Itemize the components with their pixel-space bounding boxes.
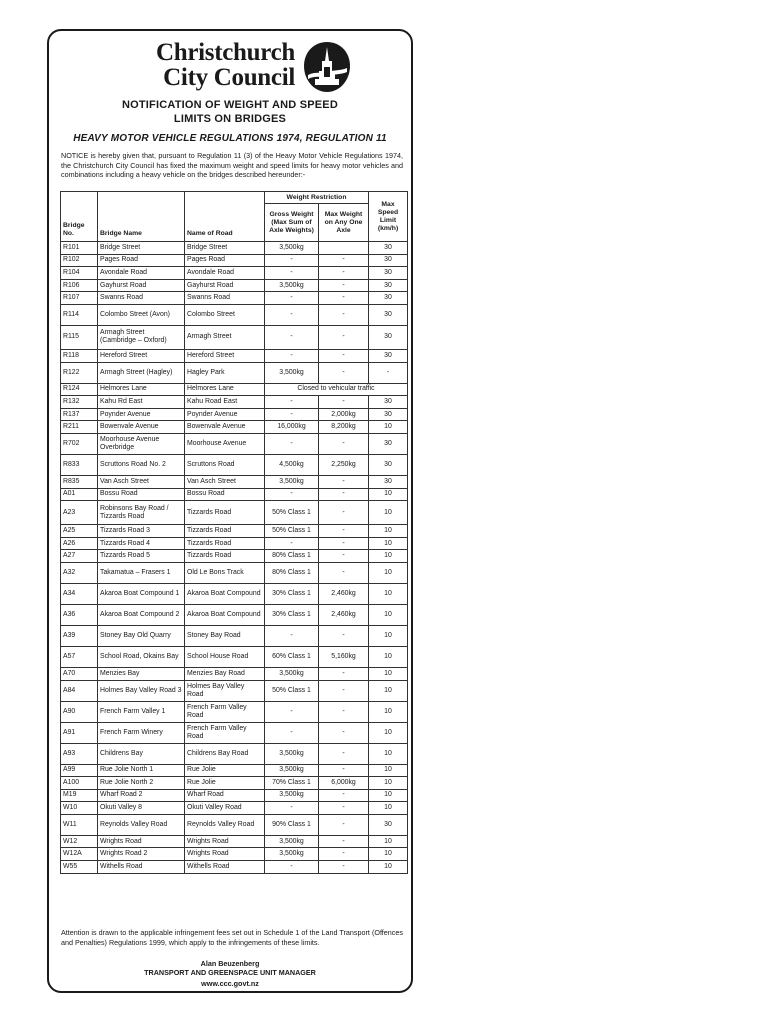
cell-speed-limit: 10 (369, 777, 408, 790)
header-axle-weight: Max Weight on Any One Axle (319, 204, 369, 242)
header-bridge-name: Bridge Name (98, 192, 185, 242)
cell-axle-weight: - (319, 722, 369, 743)
cell-bridge-name: Colombo Street (Avon) (98, 304, 185, 325)
cell-axle-weight: 2,000kg (319, 408, 369, 421)
cell-bridge-no: A70 (61, 667, 98, 680)
website-link[interactable]: www.ccc.govt.nz (201, 979, 259, 988)
table-row (61, 537, 408, 550)
cell-bridge-name: Akaroa Boat Compound 2 (98, 604, 185, 625)
table-row (61, 583, 408, 604)
cell-speed-limit: - (369, 362, 408, 383)
cell-road-name: Avondale Road (185, 267, 265, 280)
cell-road-name: Van Asch Street (185, 475, 265, 488)
cell-speed-limit: 30 (369, 433, 408, 454)
cell-road-name: Wrights Road (185, 848, 265, 861)
table-row (61, 421, 408, 434)
cell-axle-weight: 5,160kg (319, 646, 369, 667)
cell-gross-weight: 3,500kg (265, 743, 319, 764)
cell-speed-limit: 30 (369, 279, 408, 292)
header-bridge-no: Bridge No. (61, 192, 98, 242)
cell-gross-weight: 70% Class 1 (265, 777, 319, 790)
cell-bridge-no: R132 (61, 396, 98, 409)
cell-road-name: Akaroa Boat Compound (185, 583, 265, 604)
cell-road-name: Childrens Bay Road (185, 743, 265, 764)
cell-axle-weight: - (319, 848, 369, 861)
cell-bridge-no: R124 (61, 383, 98, 396)
cell-bridge-no: A93 (61, 743, 98, 764)
cell-bridge-name: Gayhurst Road (98, 279, 185, 292)
cell-speed-limit: 10 (369, 789, 408, 802)
table-row (61, 835, 408, 848)
table-row (61, 701, 408, 722)
cell-bridge-no: R702 (61, 433, 98, 454)
cell-bridge-no: A26 (61, 537, 98, 550)
cell-gross-weight: - (265, 325, 319, 349)
cell-speed-limit: 10 (369, 667, 408, 680)
cell-road-name: Armagh Street (185, 325, 265, 349)
table-row (61, 848, 408, 861)
cell-axle-weight: - (319, 362, 369, 383)
cell-speed-limit: 10 (369, 525, 408, 538)
cell-speed-limit: 10 (369, 701, 408, 722)
cell-bridge-name: Bridge Street (98, 242, 185, 255)
cell-speed-limit: 30 (369, 304, 408, 325)
cell-road-name: French Farm Valley Road (185, 722, 265, 743)
cell-gross-weight: 3,500kg (265, 848, 319, 861)
table-row (61, 667, 408, 680)
cell-axle-weight: - (319, 304, 369, 325)
table-row (61, 501, 408, 525)
cell-axle-weight: - (319, 701, 369, 722)
cell-gross-weight: 80% Class 1 (265, 562, 319, 583)
intro-paragraph: NOTICE is hereby given that, pursuant to Regulation 11 (3) of the Heavy Motor Vehicle Regulations 1974, the Christchurch City Council has fixed the maximum weight and speed limits for heavy motor vehicles and combinations including a heavy vehicle on the bridges described hereunder:- (61, 151, 403, 180)
cell-road-name: Hagley Park (185, 362, 265, 383)
cell-bridge-no: A32 (61, 562, 98, 583)
cell-road-name: Tizzards Road (185, 550, 265, 563)
cell-gross-weight: 3,500kg (265, 279, 319, 292)
table-row (61, 383, 408, 396)
cell-speed-limit: 10 (369, 604, 408, 625)
cell-bridge-no: R107 (61, 292, 98, 305)
cell-bridge-no: A91 (61, 722, 98, 743)
table-row (61, 764, 408, 777)
cell-bridge-no: R833 (61, 454, 98, 475)
signatory-role: TRANSPORT AND GREENSPACE UNIT MANAGER (144, 968, 316, 977)
cell-bridge-name: Armagh Street (Cambridge – Oxford) (98, 325, 185, 349)
cell-gross-weight: - (265, 396, 319, 409)
cell-bridge-name: Tizzards Road 4 (98, 537, 185, 550)
cell-gross-weight: - (265, 267, 319, 280)
cell-gross-weight: 3,500kg (265, 475, 319, 488)
cell-bridge-no: W12A (61, 848, 98, 861)
cell-road-name: Hereford Street (185, 349, 265, 362)
notice-panel (47, 29, 413, 993)
table-row (61, 562, 408, 583)
cell-speed-limit: 30 (369, 325, 408, 349)
cathedral-emblem-icon (302, 41, 352, 93)
cell-axle-weight: - (319, 525, 369, 538)
cell-bridge-no: W55 (61, 861, 98, 874)
cell-bridge-name: Okuti Valley 8 (98, 802, 185, 815)
cell-road-name: Stoney Bay Road (185, 625, 265, 646)
cell-road-name: Helmores Lane (185, 383, 265, 396)
cell-bridge-name: Akaroa Boat Compound 1 (98, 583, 185, 604)
cell-speed-limit: 30 (369, 814, 408, 835)
cell-axle-weight: - (319, 501, 369, 525)
cell-speed-limit: 10 (369, 537, 408, 550)
cell-bridge-no: A90 (61, 701, 98, 722)
cell-gross-weight: - (265, 349, 319, 362)
cell-axle-weight: - (319, 550, 369, 563)
cell-speed-limit: 10 (369, 835, 408, 848)
table-row (61, 454, 408, 475)
cell-bridge-name: French Farm Winery (98, 722, 185, 743)
cell-speed-limit: 30 (369, 242, 408, 255)
cell-road-name: Old Le Bons Track (185, 562, 265, 583)
cell-bridge-name: Rue Jolie North 2 (98, 777, 185, 790)
cell-speed-limit: 30 (369, 349, 408, 362)
cell-bridge-name: Takamatua – Frasers 1 (98, 562, 185, 583)
cell-gross-weight: - (265, 304, 319, 325)
cell-axle-weight: - (319, 267, 369, 280)
cell-road-name: Wrights Road (185, 835, 265, 848)
cell-bridge-no: W12 (61, 835, 98, 848)
cell-gross-weight: - (265, 802, 319, 815)
cell-speed-limit: 10 (369, 861, 408, 874)
cell-axle-weight: - (319, 325, 369, 349)
cell-bridge-no: R104 (61, 267, 98, 280)
cell-road-name: Withells Road (185, 861, 265, 874)
cell-speed-limit: 30 (369, 454, 408, 475)
cell-axle-weight: - (319, 292, 369, 305)
cell-bridge-name: Childrens Bay (98, 743, 185, 764)
cell-road-name: Scruttons Road (185, 454, 265, 475)
cell-axle-weight: - (319, 743, 369, 764)
cell-bridge-no: M19 (61, 789, 98, 802)
table-row (61, 604, 408, 625)
cell-bridge-no: A100 (61, 777, 98, 790)
table-row (61, 789, 408, 802)
cell-speed-limit: 10 (369, 625, 408, 646)
cell-axle-weight (319, 242, 369, 255)
cell-bridge-name: Reynolds Valley Road (98, 814, 185, 835)
notice-subtitle: HEAVY MOTOR VEHICLE REGULATIONS 1974, REGULATION 11 (73, 133, 387, 144)
cell-road-name: Poynder Avenue (185, 408, 265, 421)
cell-axle-weight: 2,460kg (319, 604, 369, 625)
table-row (61, 349, 408, 362)
cell-bridge-name: Kahu Rd East (98, 396, 185, 409)
cell-road-name: French Farm Valley Road (185, 701, 265, 722)
cell-gross-weight: 3,500kg (265, 835, 319, 848)
cell-gross-weight: 16,000kg (265, 421, 319, 434)
cell-axle-weight: - (319, 349, 369, 362)
cell-road-name: Tizzards Road (185, 525, 265, 538)
cell-bridge-no: A84 (61, 680, 98, 701)
cell-bridge-name: Holmes Bay Valley Road 3 (98, 680, 185, 701)
notice-title-text: NOTIFICATION OF WEIGHT AND SPEED LIMITS ON BRIDGES (121, 99, 338, 125)
cell-axle-weight: - (319, 667, 369, 680)
cell-bridge-name: Armagh Street (Hagley) (98, 362, 185, 383)
table-row (61, 279, 408, 292)
cell-speed-limit: 30 (369, 408, 408, 421)
cell-speed-limit: 30 (369, 396, 408, 409)
cell-road-name: Akaroa Boat Compound (185, 604, 265, 625)
cell-gross-weight: 90% Class 1 (265, 814, 319, 835)
cell-gross-weight: - (265, 625, 319, 646)
table-row (61, 304, 408, 325)
cell-gross-weight: 30% Class 1 (265, 604, 319, 625)
cell-bridge-no: R106 (61, 279, 98, 292)
cell-axle-weight: - (319, 814, 369, 835)
cell-bridge-name: Moorhouse Avenue Overbridge (98, 433, 185, 454)
cell-bridge-no: R118 (61, 349, 98, 362)
cell-speed-limit: 30 (369, 475, 408, 488)
table-row (61, 267, 408, 280)
cell-axle-weight: - (319, 279, 369, 292)
cell-axle-weight: - (319, 396, 369, 409)
cell-speed-limit: 10 (369, 646, 408, 667)
cell-road-name: Swanns Road (185, 292, 265, 305)
header-gross-weight: Gross Weight (Max Sum of Axle Weights) (265, 204, 319, 242)
cell-road-name: Rue Jolie (185, 777, 265, 790)
cell-gross-weight: 30% Class 1 (265, 583, 319, 604)
table-row (61, 525, 408, 538)
table-row (61, 408, 408, 421)
cell-road-name: Menzies Bay Road (185, 667, 265, 680)
cell-gross-weight: 4,500kg (265, 454, 319, 475)
cell-road-name: Tizzards Road (185, 537, 265, 550)
table-row (61, 254, 408, 267)
cell-bridge-no: R137 (61, 408, 98, 421)
cell-bridge-no: R835 (61, 475, 98, 488)
cell-bridge-name: Wharf Road 2 (98, 789, 185, 802)
logo-wordmark (99, 39, 295, 90)
cell-bridge-no: A34 (61, 583, 98, 604)
cell-axle-weight: - (319, 562, 369, 583)
cell-bridge-no: A01 (61, 488, 98, 501)
cell-bridge-name: Avondale Road (98, 267, 185, 280)
cell-bridge-name: Scruttons Road No. 2 (98, 454, 185, 475)
cell-speed-limit: 30 (369, 292, 408, 305)
cell-bridge-name: Tizzards Road 5 (98, 550, 185, 563)
cell-road-name: School House Road (185, 646, 265, 667)
cell-bridge-name: Withells Road (98, 861, 185, 874)
cell-gross-weight: 50% Class 1 (265, 525, 319, 538)
cell-speed-limit: 10 (369, 562, 408, 583)
table-row (61, 433, 408, 454)
cell-road-name: Okuti Valley Road (185, 802, 265, 815)
table-row (61, 325, 408, 349)
cell-bridge-name: Hereford Street (98, 349, 185, 362)
cell-bridge-name: School Road, Okains Bay (98, 646, 185, 667)
cell-gross-weight: 3,500kg (265, 764, 319, 777)
table-row (61, 475, 408, 488)
cell-speed-limit: 30 (369, 267, 408, 280)
cell-road-name: Gayhurst Road (185, 279, 265, 292)
cell-gross-weight: - (265, 701, 319, 722)
notice-title (49, 98, 411, 126)
cell-bridge-no: A36 (61, 604, 98, 625)
cell-axle-weight: 8,200kg (319, 421, 369, 434)
cell-bridge-name: French Farm Valley 1 (98, 701, 185, 722)
cell-axle-weight: 2,250kg (319, 454, 369, 475)
cell-axle-weight: - (319, 488, 369, 501)
cell-axle-weight: - (319, 861, 369, 874)
cell-closed-note: Closed to vehicular traffic (265, 383, 408, 396)
cell-speed-limit: 30 (369, 254, 408, 267)
cell-gross-weight: - (265, 722, 319, 743)
table-row (61, 722, 408, 743)
table-row (61, 396, 408, 409)
cell-road-name: Reynolds Valley Road (185, 814, 265, 835)
cell-road-name: Holmes Bay Valley Road (185, 680, 265, 701)
cell-bridge-no: A57 (61, 646, 98, 667)
cell-bridge-no: R122 (61, 362, 98, 383)
cell-bridge-no: A25 (61, 525, 98, 538)
table-row (61, 743, 408, 764)
cell-axle-weight: - (319, 625, 369, 646)
cell-speed-limit: 10 (369, 680, 408, 701)
cell-road-name: Moorhouse Avenue (185, 433, 265, 454)
cell-axle-weight: - (319, 802, 369, 815)
cell-axle-weight: 2,460kg (319, 583, 369, 604)
cell-speed-limit: 10 (369, 722, 408, 743)
cell-gross-weight: 50% Class 1 (265, 680, 319, 701)
logo-line-2: City Council (163, 64, 295, 91)
cell-gross-weight: 3,500kg (265, 362, 319, 383)
table-row (61, 680, 408, 701)
cell-axle-weight: - (319, 680, 369, 701)
cell-gross-weight: - (265, 861, 319, 874)
cell-speed-limit: 10 (369, 743, 408, 764)
cell-bridge-no: W11 (61, 814, 98, 835)
cell-axle-weight: - (319, 764, 369, 777)
cell-bridge-no: A99 (61, 764, 98, 777)
cell-speed-limit: 10 (369, 583, 408, 604)
cell-speed-limit: 10 (369, 764, 408, 777)
signatory-name: Alan Beuzenberg (200, 959, 260, 968)
cell-road-name: Tizzards Road (185, 501, 265, 525)
cell-bridge-no: W10 (61, 802, 98, 815)
cell-bridge-name: Wrights Road 2 (98, 848, 185, 861)
cell-bridge-name: Bowenvale Avenue (98, 421, 185, 434)
table-row (61, 625, 408, 646)
logo-line-1: Christchurch (155, 39, 295, 66)
table-row (61, 292, 408, 305)
cell-bridge-no: R114 (61, 304, 98, 325)
table-row (61, 814, 408, 835)
table-body (61, 242, 408, 874)
table-row (61, 802, 408, 815)
cell-axle-weight: - (319, 475, 369, 488)
cell-axle-weight: - (319, 254, 369, 267)
cell-bridge-no: R101 (61, 242, 98, 255)
cell-bridge-name: Stoney Bay Old Quarry (98, 625, 185, 646)
cell-bridge-no: A23 (61, 501, 98, 525)
table-row (61, 488, 408, 501)
cell-speed-limit: 10 (369, 550, 408, 563)
cell-bridge-name: Bossu Road (98, 488, 185, 501)
cell-axle-weight: - (319, 433, 369, 454)
cell-axle-weight: 6,000kg (319, 777, 369, 790)
cell-bridge-no: R102 (61, 254, 98, 267)
cell-gross-weight: - (265, 537, 319, 550)
council-logo (99, 39, 399, 95)
cell-axle-weight: - (319, 537, 369, 550)
cell-axle-weight: - (319, 789, 369, 802)
cell-speed-limit: 10 (369, 802, 408, 815)
footer-paragraph: Attention is drawn to the applicable infringement fees set out in Schedule 1 of the Land Transport (Offences and Penalties) Regulations 1999, which apply to the infringements of these limits. (61, 928, 403, 947)
cell-gross-weight: 60% Class 1 (265, 646, 319, 667)
cell-bridge-name: Swanns Road (98, 292, 185, 305)
cell-bridge-name: Rue Jolie North 1 (98, 764, 185, 777)
cell-gross-weight: 50% Class 1 (265, 501, 319, 525)
cell-bridge-name: Helmores Lane (98, 383, 185, 396)
header-max-speed: Max Speed Limit (km/h) (369, 192, 408, 242)
table-row (61, 861, 408, 874)
cell-bridge-no: A27 (61, 550, 98, 563)
table-row (61, 646, 408, 667)
cell-gross-weight: - (265, 433, 319, 454)
cell-speed-limit: 10 (369, 488, 408, 501)
cell-road-name: Pages Road (185, 254, 265, 267)
table-row (61, 362, 408, 383)
cell-speed-limit: 10 (369, 848, 408, 861)
cell-bridge-no: R211 (61, 421, 98, 434)
cell-axle-weight: - (319, 835, 369, 848)
cell-gross-weight: 80% Class 1 (265, 550, 319, 563)
cell-gross-weight: 3,500kg (265, 242, 319, 255)
cell-bridge-name: Van Asch Street (98, 475, 185, 488)
cell-gross-weight: - (265, 408, 319, 421)
cell-road-name: Rue Jolie (185, 764, 265, 777)
cell-road-name: Wharf Road (185, 789, 265, 802)
header-road-name: Name of Road (185, 192, 265, 242)
cell-bridge-name: Tizzards Road 3 (98, 525, 185, 538)
cell-bridge-name: Robinsons Bay Road / Tizzards Road (98, 501, 185, 525)
cell-gross-weight: - (265, 254, 319, 267)
table-row (61, 242, 408, 255)
cell-bridge-name: Menzies Bay (98, 667, 185, 680)
cell-road-name: Bridge Street (185, 242, 265, 255)
cell-bridge-name: Pages Road (98, 254, 185, 267)
cell-road-name: Bossu Road (185, 488, 265, 501)
cell-road-name: Kahu Road East (185, 396, 265, 409)
cell-gross-weight: - (265, 292, 319, 305)
table-row (61, 550, 408, 563)
cell-speed-limit: 10 (369, 421, 408, 434)
cell-bridge-no: A39 (61, 625, 98, 646)
bridge-limits-table (60, 191, 408, 874)
cell-road-name: Colombo Street (185, 304, 265, 325)
cell-gross-weight: - (265, 488, 319, 501)
cell-bridge-name: Wrights Road (98, 835, 185, 848)
cell-road-name: Bowenvale Avenue (185, 421, 265, 434)
cell-bridge-name: Poynder Avenue (98, 408, 185, 421)
cell-gross-weight: 3,500kg (265, 789, 319, 802)
cell-gross-weight: 3,500kg (265, 667, 319, 680)
table-row (61, 777, 408, 790)
cell-speed-limit: 10 (369, 501, 408, 525)
header-weight-restriction: Weight Restriction (265, 192, 369, 204)
cell-bridge-no: R115 (61, 325, 98, 349)
